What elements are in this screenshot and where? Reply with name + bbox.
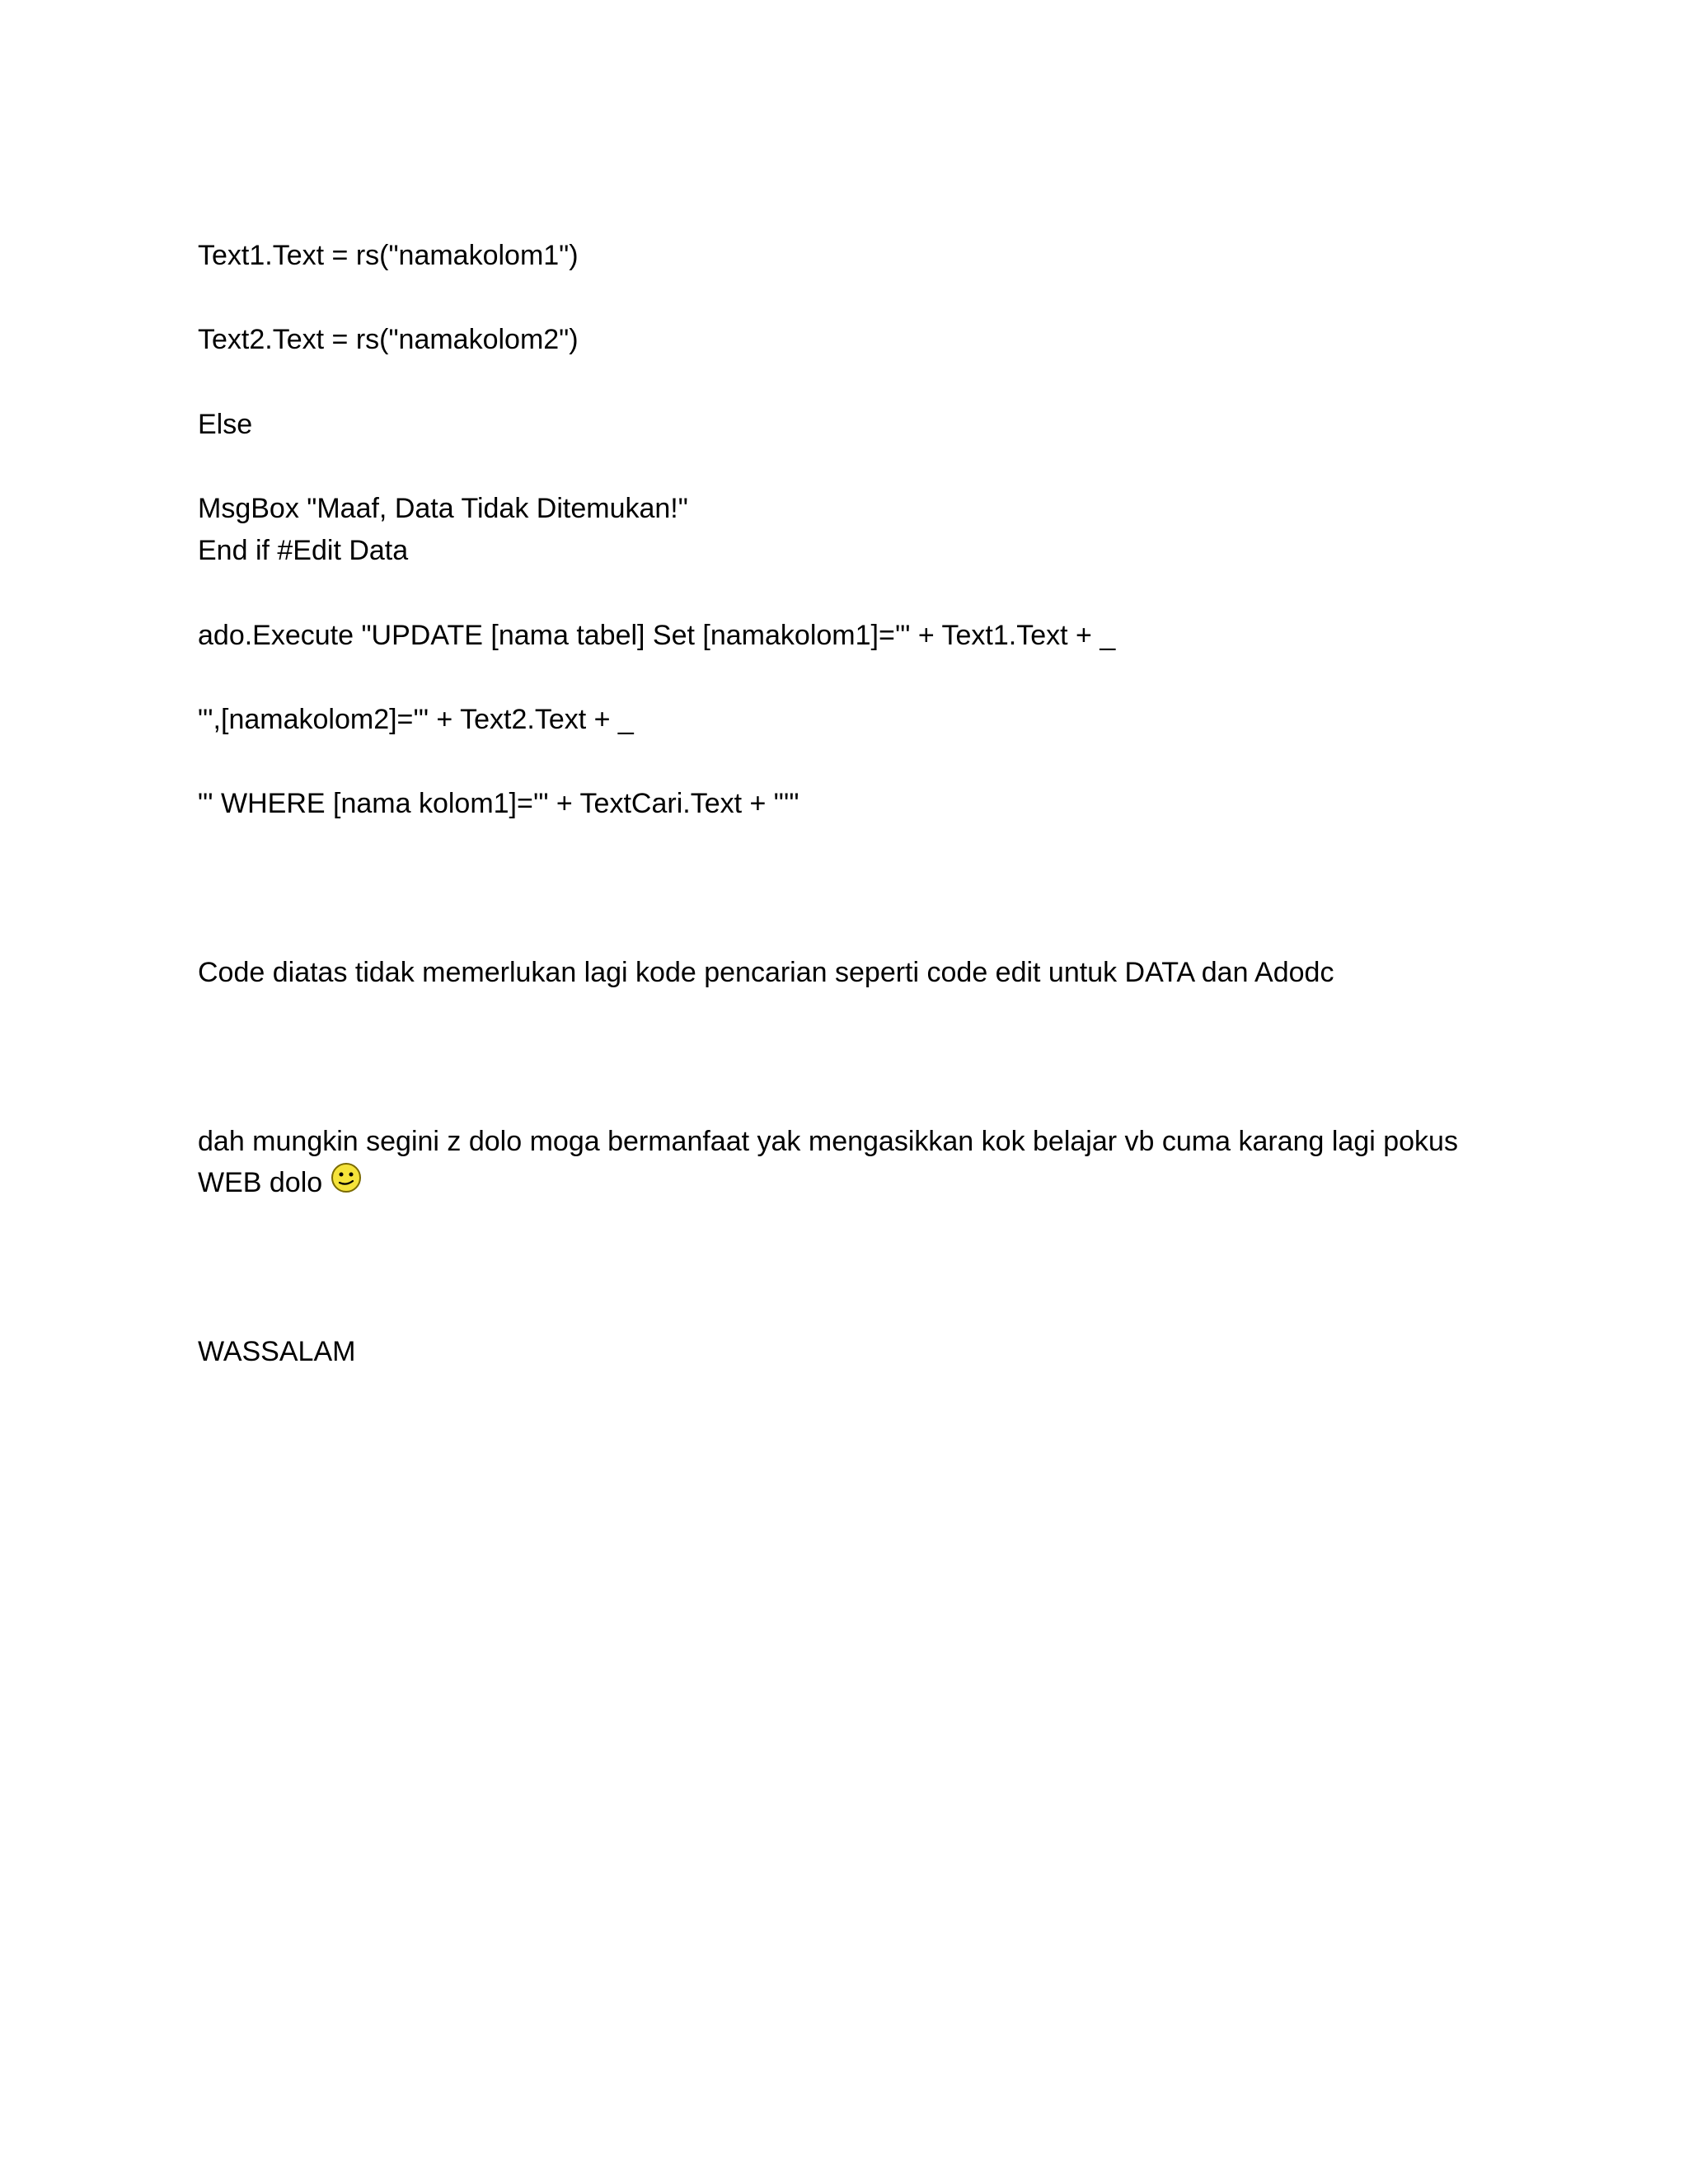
code-line-where: "' WHERE [nama kolom1]='" + TextCari.Text + "'"	[198, 788, 799, 819]
paragraph-closing-line1: dah mungkin segini z dolo moga bermanfaat yak mengasikkan kok belajar vb cuma karang lagi pokus	[198, 1126, 1458, 1157]
smiley-icon	[331, 1162, 362, 1193]
paragraph-closing-line2	[198, 1162, 362, 1203]
code-line-namakolom2: "',[namakolom2]='" + Text2.Text + _	[198, 704, 634, 735]
code-line-update: ado.Execute "UPDATE [nama tabel] Set [namakolom1]='" + Text1.Text + _	[198, 620, 1116, 651]
code-line-text2: Text2.Text = rs("namakolom2")	[198, 324, 579, 355]
closing-text: WEB dolo	[198, 1167, 323, 1198]
paragraph-code-note: Code diatas tidak memerlukan lagi kode pencarian seperti code edit untuk DATA dan Adodc	[198, 957, 1334, 988]
code-line-text1: Text1.Text = rs("namakolom1")	[198, 240, 579, 271]
code-line-else: Else	[198, 409, 253, 440]
code-line-msgbox: MsgBox "Maaf, Data Tidak Ditemukan!"	[198, 493, 688, 524]
paragraph-wassalam: WASSALAM	[198, 1336, 356, 1367]
code-line-endif: End if #Edit Data	[198, 535, 409, 566]
